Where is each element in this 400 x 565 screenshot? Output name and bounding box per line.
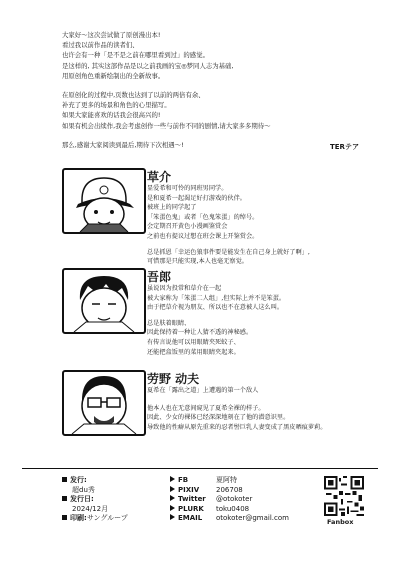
intro-line: 看过我以前作品的读者们、 — [62, 41, 139, 50]
publication-info: 发行: 超du秀 发行日: 2024/12月 印刷:サングループ — [62, 476, 128, 524]
character-portrait — [62, 370, 146, 436]
qr-code-icon[interactable] — [324, 476, 364, 516]
intro-line: 如果有机会出续作,我会考虑创作一些与前作不同的剧情,请大家多多期待～ — [62, 121, 271, 130]
intro-line: 在原创化的过程中,页数也达到了以前的两倍有余、 — [62, 91, 205, 100]
character-portrait — [62, 268, 146, 334]
intro-line: 大家好～这次尝试做了原创漫出本! — [62, 31, 161, 39]
bullet-icon — [62, 477, 67, 482]
bullet-icon — [62, 496, 67, 501]
intro-line: 如果大家能喜欢的话我会很高兴的! — [62, 111, 161, 120]
arrow-icon — [170, 505, 175, 511]
arrow-icon — [170, 514, 175, 520]
character-description: 夏希在「露出之道」上遭遇的第一个敌人 他本人也在无意间窥见了夏希全裸的样子。 因此、少女的裸体已经深深地刻在了他的潜意识里。 导致他的性癖从原先重来的忍者髻巨乳人妻变成了黑皮晒痕萝莉。 — [147, 387, 327, 431]
intro-line: 也许会有一种「是不是之前在哪里看到过」的感觉。 — [62, 51, 209, 60]
arrow-icon — [170, 476, 175, 482]
intro-closing: 那么,感谢大家阅读到最后,期待下次相遇～! — [62, 140, 184, 149]
qr-caption: Fanbox — [327, 518, 354, 526]
character-name: 劳野 动夫 — [147, 372, 200, 386]
character-description: 显爱希和可怜的同班男同学。 是和夏希一起渴足好打游戏的伙伴。 被班上的同学起了 「笨蛋色鬼」或者「色鬼笨蛋」的绰号。 会定期召开黄色小漫画鉴赏会 之前也有提议过想在班会课上开鉴赏会。 总是抓恩「幸运色狼事件要是能发生在自己身上就好了啊」, 可惜那是只能实现,本人也毫无察觉。 — [147, 185, 310, 266]
intro-text — [62, 30, 382, 150]
character-portrait — [62, 168, 146, 234]
footer-divider — [22, 468, 378, 469]
contact-info: FB 夏阿特 PIXIV 206708 Twitter @otokoter PLURK toku0408 EMAIL otokoter@gmail.com — [170, 476, 289, 524]
bullet-icon — [62, 515, 67, 520]
author-signature: TERテア — [330, 143, 359, 151]
arrow-icon — [170, 495, 175, 501]
arrow-icon — [170, 486, 175, 492]
character-description: 虽说因为投常和草介在一起 被大家称为「笨蛋二人组」,但实际上并不是笨蛋。 由于把草介视为朋友、所以也不在意被人这么叫。 总是肤着眼睛、 因此保持着一种让人猜不透的神秘感。 有传言说他可以用眼睛夹死蚊子、 还能把盒饭里的菜用眼睛夹起来。 — [147, 285, 286, 356]
intro-line: 补充了更多的场景和角色的心里描写。 — [62, 101, 171, 110]
character-name: 吾郎 — [147, 270, 172, 284]
intro-line: 是这样的, 其实这部作品是以之前我画的宝◎梦同人志为基础, — [62, 61, 234, 70]
intro-line: 用原创角色重新绘制出的全新故事。 — [62, 71, 165, 80]
character-name: 草介 — [147, 170, 172, 184]
